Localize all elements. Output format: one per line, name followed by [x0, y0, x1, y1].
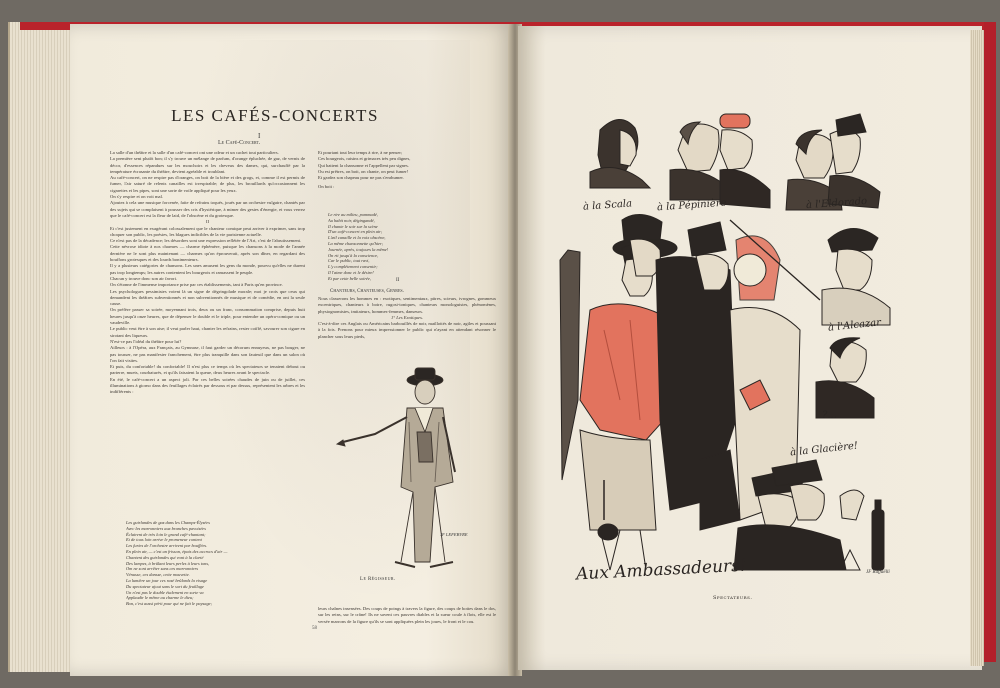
scala-head-sketch: [590, 119, 650, 188]
verse-line: Et gardez son chapeau pour ne pas s'enrhumer.: [318, 175, 404, 181]
caption-eldorado: à l'Eldorado: [805, 195, 868, 212]
verse-line: Ces bourgeois, raisins et grimaces très peu dignes,: [318, 156, 411, 162]
paragraph: Au café-concert, on ne respire pas d'oranges, on boit de la bière et des grogs, et, comme il est permis de fumer, l'air saturé de relents canailles est irrespirable; de plus, les brouillards qu'occasionnent les cigarettes et les pipes, sont une sorte de voile appliqué pour les yeux.: [110, 175, 305, 193]
verse-line: D'un café-concert en plein air;: [328, 229, 383, 235]
verse-line: Bon, c'est aussi périt pour qui ne fait le paysage;: [126, 601, 213, 607]
pepiniere-heads-sketch: [670, 114, 770, 208]
paragraph: La première sent plutôt bon; il s'y trouve un mélange de parfum, d'orange épluchée, de gaz, de vernis de décor, d'essences répandues sur les mouchoirs et les cheveux des dames, qui, surchauffé par la température écrasante du théâtre, devient agréable et troublant.: [110, 156, 305, 174]
paragraph: Ajoutez à cela une musique forcenée, faite de refrains toqués, joués par un orchestre vulgaire, chantés par des sujets qui se complaisent à pousser des cris d'hystérique, à mimer des gestes d'énergie, et vous verrez que le café-concert est la fleur de laid, de l'obscène et du grotesque.: [110, 200, 305, 218]
book-cover-right: [984, 22, 996, 662]
verse-line: Et de tous loin arrive le promeneur content: [126, 537, 202, 543]
paragraph: Et puis, du confortable! du confortable! Il n'est plus ce temps où les spectateurs se tenaient debout ou parterre, muets, courbaturés, et qu'ils faisaient la queue, deux heures avant le spectacle.: [110, 364, 305, 376]
verse-line: Il l'aime donc et le désire!: [328, 269, 374, 275]
verse-line: Le rire au milieu, pommadé,: [328, 212, 378, 217]
caption-ambassadeurs: Aux Ambassadeurs!: [575, 555, 748, 585]
plate-title: Spectateurs.: [713, 595, 753, 601]
paragraph: C'est-à-dire ces Anglais ou Américains barbouillés de noir, maillottés de noir, agiles et poussant à la fois. Prenons pour mieux impressionner le public qui n'ayant en attendant résonner le plancher sous leurs pieds,: [318, 321, 496, 339]
paragraph: Nous classerons les hommes en : exotiques, sentimentaux, pitres, scieurs, ivrognes, gommeux excentriques, chanteurs à boire, rugosi-toniques, chanteurs monologuistes, phénomènes, physiognomistes, imitateurs, hommes-femmes, danseurs.: [318, 296, 496, 314]
verse-line: Chantent des guirlandes qui vont à la clarté: [126, 554, 204, 560]
verse-block-a: [126, 520, 286, 610]
verse-line: Éclairent de très loin le grand café-chantant;: [126, 531, 206, 537]
caption-alcazar: à l'Alcazar: [827, 317, 882, 334]
regisseur-figure: [337, 368, 455, 567]
caption-scala: à la Scala: [582, 198, 633, 213]
verse-line: Et pourtant tout leur temps à rire, à ne penser;: [318, 150, 403, 155]
verse-line: Au habit noir, dégingandé,: [328, 217, 375, 223]
paragraph: Chacun y trouve donc son air favori.: [110, 275, 178, 281]
verse-line: La même chansonnette qu'hier;: [328, 240, 384, 246]
regisseur-illustration: [335, 362, 475, 572]
verse-line: Car le public, tout ravi,: [328, 258, 370, 264]
paragraph: II: [205, 219, 210, 225]
paragraph: Cette névrose idiote à nos charmes — charme éphémère, puisque les chansons à la mode de l'année dernière ne le sont plus maintenant — charmes qu'on éprouverait, après son dîner, en regardant des bouffons grotesques et des lourds bonimenteurs.: [110, 244, 305, 263]
alcazar-woman-sketch: [822, 228, 890, 325]
paragraph: leurs chaînes insensées. Des coups de poings à travers la figure, des coups de bottes dans le dos, sur les reins, sur le crâne! Ils ne savent ces pauvres diables et la sueur coule à flots, elle est le versée marrons de la figure qu'ils se sont appliquées plein les joues, le front et le cou.: [318, 606, 496, 624]
caption-pepiniere: à la Pépinière: [656, 197, 727, 214]
verse-line: Ou est prêtres, on boit, on chante, on peut fumer!: [318, 168, 409, 174]
verse-line: On rit jusqu'à la conscience,: [328, 252, 379, 258]
paragraph: En été, le café-concert a un aspect joli. Par ces belles soirées chaudes de juin ou de juillet, ces illuminations à giorno dans des feuillages éclairés par dessous et par dessus, représentent les arbres et les indifférents :: [110, 376, 305, 395]
paragraph: Le public veut être à son aise; il veut parler haut, chanter les refrains, rester coiffé, savourer son cigare en sirotant des liqueurs.: [110, 326, 305, 338]
section-1-heading: Le Café-Concert.: [218, 140, 261, 146]
paragraph: Ailleurs : à l'Opéra, aux Français, au Gymnase, il faut garder un décorum ennuyeux, ne pas bouger, ne pas tousser, ne pas manifester franchement, être plus tranquille dans son fauteuil que dans un salon où l'on fait visites.: [110, 345, 305, 363]
verse-line: Avec les marronniers aux branches pavoisées: [126, 525, 206, 531]
verse-line: Applaudir le même au charme le dieu;: [126, 595, 194, 601]
paragraph: Les psychologues pessimistes voient là un signe de dégringolade morale; moi je crois que ceux qui demandent les théâtres subventionnés et non subventionnés de musique et de comédie, en ont la seule cause.: [110, 288, 305, 307]
regisseur-signature: JF LEFEBVRE: [440, 532, 468, 537]
verse-line: L'œil canaille et la voix obscène,: [328, 235, 386, 241]
verse-line: Journée, après, toujours la même!: [328, 246, 389, 252]
verse-line: En plein air, — c'est un frisson, épais des accrocs d'air —: [126, 548, 228, 554]
question-man-sketch: [816, 338, 874, 418]
regisseur-caption: Le Régisseur.: [360, 577, 396, 582]
verse-line: Les guirlandes de gaz dans les Champs-Élysées: [126, 520, 210, 525]
artist-signature: JF Raffaëlli: [866, 570, 890, 575]
paragraph: Et c'est justement en exagérant colossalement que le chanteur comique peut arriver à exprimer, sans trop choquer son public, les poésies, les blagues indicibles de la vie parisienne actuelle.: [110, 225, 305, 237]
verse-line: Om ne sont arrêter sans ces marronniers: [126, 566, 199, 572]
verse-line: L'y complètement consentir;: [328, 264, 378, 270]
section-1-numeral: I: [258, 132, 261, 140]
verse-line: Les furies de l'orchestre arrivent par bouffées.: [126, 543, 208, 549]
paragraph: On s'y respire et on voit mal.: [110, 194, 164, 200]
page-title: LES CAFÉS-CONCERTS: [171, 106, 379, 125]
text-column-bottom: [318, 606, 496, 646]
verse-line: Il chante le soir sur la scène: [328, 223, 378, 229]
section-2-numeral: II: [396, 278, 400, 283]
caption-question: ?...: [822, 410, 837, 421]
verse-line: Un n'est pas le double étalement en sorte va: [126, 589, 204, 595]
caption-glaciere: à la Glacière!: [789, 440, 859, 459]
verse-line: Des lampes, à brûlant leurs perles à leurs tons,: [126, 560, 210, 566]
paragraph: N'est-ce pas l'idéal du théâtre pour lui?: [110, 338, 182, 344]
page-number: 58: [312, 626, 317, 631]
verse-block-b: [328, 212, 478, 282]
verse-line: Du spectateur ajout sans le sort du feuillage: [126, 583, 204, 589]
verse-line: La lumière un jour ces rasé brûlards la visage: [126, 577, 208, 583]
spectators-illustration: [560, 100, 980, 590]
paragraph: 1° Les Exotiques.: [390, 314, 424, 320]
paragraph: On s'étonne de l'immense importance prise par ces établissements, tant à Paris qu'en province.: [110, 282, 283, 288]
verse-line: Vénusse, ces dansse, cette mouvette.: [126, 572, 190, 578]
on-boit-label: On boit :: [318, 184, 335, 190]
text-column-a: [110, 150, 305, 535]
paragraph: La salle d'un théâtre et la salle d'un café-concert ont une odeur et un cachet tout particuliers.: [110, 150, 279, 155]
verse-line: Et par cette belle soirée,: [328, 275, 372, 281]
paragraph: Il y a plusieurs catégories de chansons. Les unes amusent les gens du monde, pourvu qu'elles ne durent pas trop longtemps; les autres contentent les bourgeois et ramassent le peuple.: [110, 263, 305, 275]
paragraph: On préfère passer sa soirée, moyennant trois, deux ou un franc, consommation comprise, depuis huit heures jusqu'à onze heures, que de dépenser le double et le triple, pour entendre un opéra-comique ou un vaudeville.: [110, 307, 305, 326]
paragraph: Ce n'est pas de la décadence; les désordres sont une expression reflétée de l'Art, c'est de l'abrutissement.: [110, 238, 302, 244]
section-2-heading: Chanteurs, Chanteuses, Genres.: [330, 289, 404, 294]
verse-line: Qui battent la chansonne et l'appellent par signes.: [318, 162, 409, 168]
